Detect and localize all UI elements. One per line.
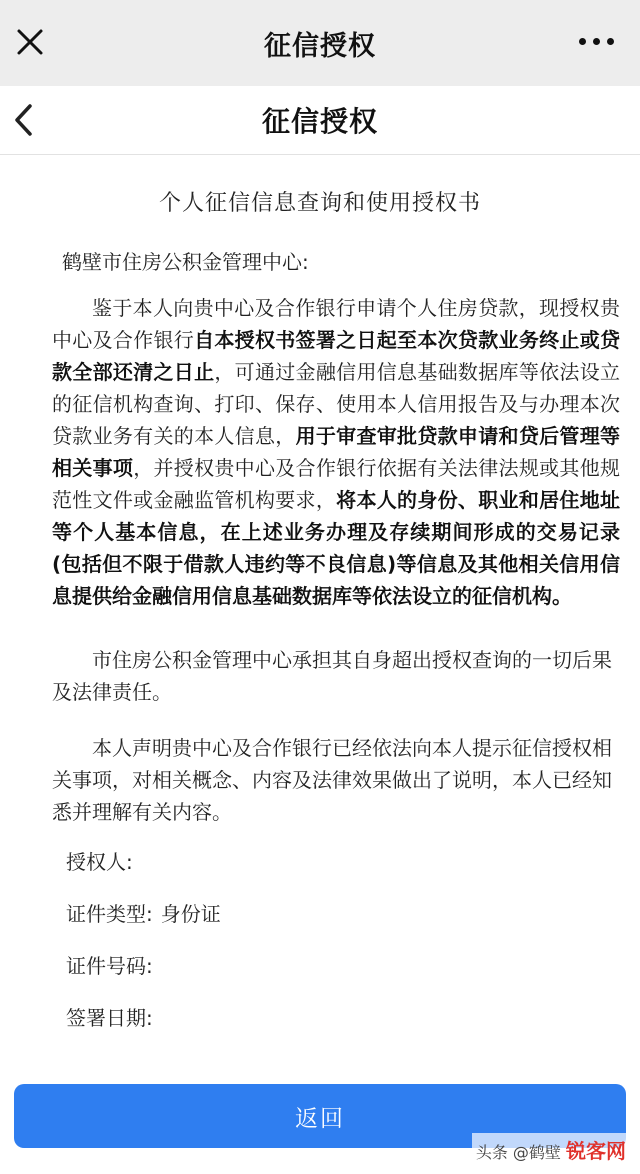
paragraph-liability: 市住房公积金管理中心承担其自身超出授权查询的一切后果及法律责任。 <box>52 648 612 704</box>
close-icon[interactable] <box>16 28 44 56</box>
id-type-value: 身份证 <box>160 902 221 926</box>
document-title: 个人征信信息查询和使用授权书 <box>158 191 481 216</box>
watermark: 头条 @鹤壁 锐客网 <box>472 1133 630 1166</box>
id-type-row <box>66 898 221 927</box>
sign-date-label: 签署日期: <box>66 1006 153 1030</box>
top-bar <box>0 0 640 86</box>
id-type-label: 证件类型: <box>66 902 153 926</box>
page-title: 征信授权 <box>261 105 378 138</box>
paragraph-authorization: 鉴于本人向贵中心及合作银行申请个人住房贷款，现授权贵中心及合作银行自本授权书签署之日起至本次贷款业务终止或贷款全部还清之日止，可通过金融信用信息基础数据库等依法设立的征信机构查询、打印、保存、使用本人信用报告及与办理本次贷款业务有关的本人信息，用于审查审批贷款申请和贷后管理等相关事项，并授权贵中心及合作银行依据有关法律法规或其他规范性文件或金融监管机构要求，将本人的身份、职业和居住地址等个人基本信息，在上述业务办理及存续期间形成的交易记录(包括但不限于借款人违约等不良信息)等信息及其他相关信用信息提供给金融信用信息基础数据库等依法设立的征信机构。 <box>52 296 621 608</box>
window-title: 征信授权 <box>264 30 376 62</box>
paragraph-declaration: 本人声明贵中心及合作银行已经依法向本人提示征信授权相关事项，对相关概念、内容及法律效果做出了说明，本人已经知悉并理解有关内容。 <box>52 736 612 824</box>
return-button[interactable]: 返回 <box>14 1084 626 1148</box>
back-icon[interactable] <box>12 102 36 138</box>
nav-bar <box>0 86 640 155</box>
id-number-label: 证件号码: <box>66 954 153 978</box>
salutation: 鹤壁市住房公积金管理中心: <box>62 250 309 274</box>
more-icon[interactable] <box>579 38 614 45</box>
authorizer-label: 授权人: <box>66 850 133 874</box>
